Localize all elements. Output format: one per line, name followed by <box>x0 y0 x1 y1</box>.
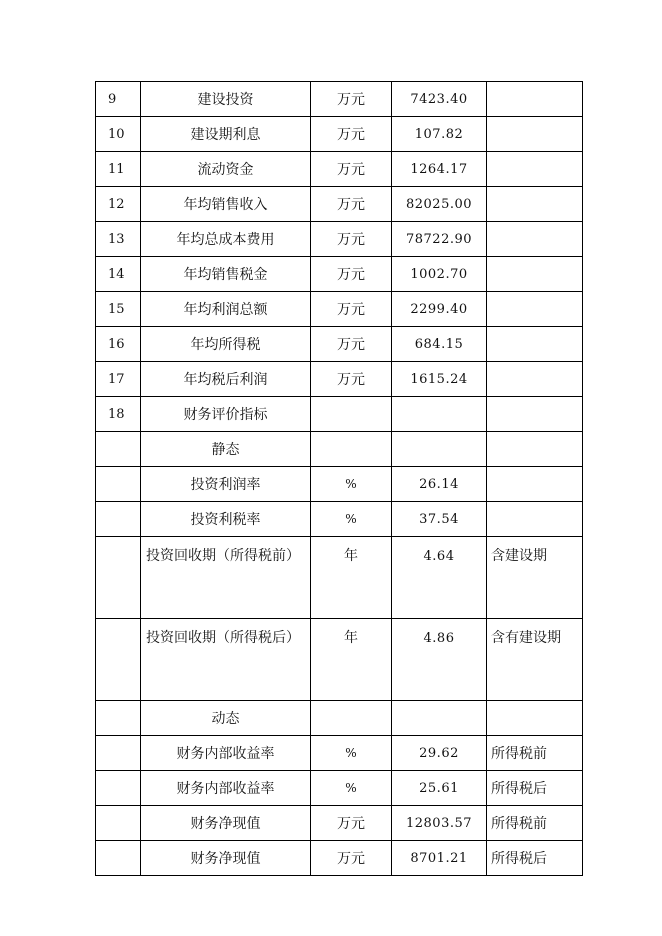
row-number <box>96 701 141 736</box>
unit: 万元 <box>311 117 392 152</box>
remark: 所得税前 <box>487 736 583 771</box>
item-name: 年均所得税 <box>141 327 311 362</box>
table-row <box>96 152 583 187</box>
item-name: 投资利税率 <box>141 502 311 537</box>
remark <box>487 362 583 397</box>
unit: 万元 <box>311 187 392 222</box>
table-row <box>96 117 583 152</box>
value: 25.61 <box>392 771 487 806</box>
table-row <box>96 362 583 397</box>
row-number <box>96 467 141 502</box>
remark <box>487 292 583 327</box>
remark <box>487 187 583 222</box>
row-number: 9 <box>96 82 141 117</box>
value: 4.64 <box>392 537 487 619</box>
item-name: 年均税后利润 <box>141 362 311 397</box>
item-name: 财务净现值 <box>141 841 311 876</box>
unit: 年 <box>311 537 392 619</box>
remark: 含有建设期 <box>487 619 583 701</box>
value: 82025.00 <box>392 187 487 222</box>
remark: 所得税后 <box>487 771 583 806</box>
unit: 万元 <box>311 362 392 397</box>
table-row <box>96 701 583 736</box>
row-number <box>96 771 141 806</box>
value: 107.82 <box>392 117 487 152</box>
remark <box>487 222 583 257</box>
value: 78722.90 <box>392 222 487 257</box>
unit: % <box>311 736 392 771</box>
remark <box>487 502 583 537</box>
unit: 万元 <box>311 257 392 292</box>
table-row <box>96 806 583 841</box>
unit <box>311 701 392 736</box>
value <box>392 397 487 432</box>
table-row <box>96 736 583 771</box>
remark <box>487 397 583 432</box>
table-row <box>96 432 583 467</box>
remark: 所得税后 <box>487 841 583 876</box>
row-number <box>96 432 141 467</box>
remark <box>487 82 583 117</box>
row-number: 13 <box>96 222 141 257</box>
row-number <box>96 806 141 841</box>
item-name: 财务净现值 <box>141 806 311 841</box>
row-number: 11 <box>96 152 141 187</box>
financial-indicators-table <box>95 81 583 876</box>
table-row <box>96 222 583 257</box>
unit: 万元 <box>311 841 392 876</box>
remark: 含建设期 <box>487 537 583 619</box>
table-row <box>96 619 583 701</box>
value: 26.14 <box>392 467 487 502</box>
unit: 万元 <box>311 222 392 257</box>
value: 2299.40 <box>392 292 487 327</box>
value: 8701.21 <box>392 841 487 876</box>
remark: 所得税前 <box>487 806 583 841</box>
row-number <box>96 736 141 771</box>
remark <box>487 327 583 362</box>
row-number <box>96 502 141 537</box>
unit: % <box>311 502 392 537</box>
value: 29.62 <box>392 736 487 771</box>
value: 7423.40 <box>392 82 487 117</box>
item-name: 年均销售税金 <box>141 257 311 292</box>
row-number <box>96 619 141 701</box>
table-row <box>96 397 583 432</box>
row-number: 14 <box>96 257 141 292</box>
remark <box>487 701 583 736</box>
table-row <box>96 187 583 222</box>
item-name: 年均总成本费用 <box>141 222 311 257</box>
unit: 万元 <box>311 82 392 117</box>
unit: 万元 <box>311 152 392 187</box>
row-number: 16 <box>96 327 141 362</box>
item-name: 年均销售收入 <box>141 187 311 222</box>
value <box>392 432 487 467</box>
item-name: 投资回收期（所得税后） <box>141 619 311 701</box>
table-row <box>96 537 583 619</box>
value: 1615.24 <box>392 362 487 397</box>
value: 1002.70 <box>392 257 487 292</box>
value: 4.86 <box>392 619 487 701</box>
value: 684.15 <box>392 327 487 362</box>
unit: 万元 <box>311 327 392 362</box>
item-name: 建设投资 <box>141 82 311 117</box>
row-number: 15 <box>96 292 141 327</box>
item-name: 年均利润总额 <box>141 292 311 327</box>
item-name: 财务内部收益率 <box>141 736 311 771</box>
remark <box>487 152 583 187</box>
table-row <box>96 841 583 876</box>
row-number: 12 <box>96 187 141 222</box>
row-number: 18 <box>96 397 141 432</box>
item-name: 财务评价指标 <box>141 397 311 432</box>
table-row <box>96 82 583 117</box>
value: 37.54 <box>392 502 487 537</box>
remark <box>487 117 583 152</box>
row-number <box>96 841 141 876</box>
table-row <box>96 467 583 502</box>
item-name: 静态 <box>141 432 311 467</box>
table-row <box>96 257 583 292</box>
unit <box>311 397 392 432</box>
item-name: 建设期利息 <box>141 117 311 152</box>
row-number: 10 <box>96 117 141 152</box>
unit <box>311 432 392 467</box>
item-name: 投资回收期（所得税前） <box>141 537 311 619</box>
table-row <box>96 771 583 806</box>
item-name: 财务内部收益率 <box>141 771 311 806</box>
item-name: 流动资金 <box>141 152 311 187</box>
table-row <box>96 502 583 537</box>
row-number: 17 <box>96 362 141 397</box>
table-row <box>96 292 583 327</box>
value <box>392 701 487 736</box>
remark <box>487 257 583 292</box>
row-number <box>96 537 141 619</box>
unit: % <box>311 467 392 502</box>
remark <box>487 432 583 467</box>
table-row <box>96 327 583 362</box>
value: 1264.17 <box>392 152 487 187</box>
unit: 万元 <box>311 806 392 841</box>
value: 12803.57 <box>392 806 487 841</box>
item-name: 投资利润率 <box>141 467 311 502</box>
unit: 年 <box>311 619 392 701</box>
remark <box>487 467 583 502</box>
unit: 万元 <box>311 292 392 327</box>
unit: % <box>311 771 392 806</box>
item-name: 动态 <box>141 701 311 736</box>
